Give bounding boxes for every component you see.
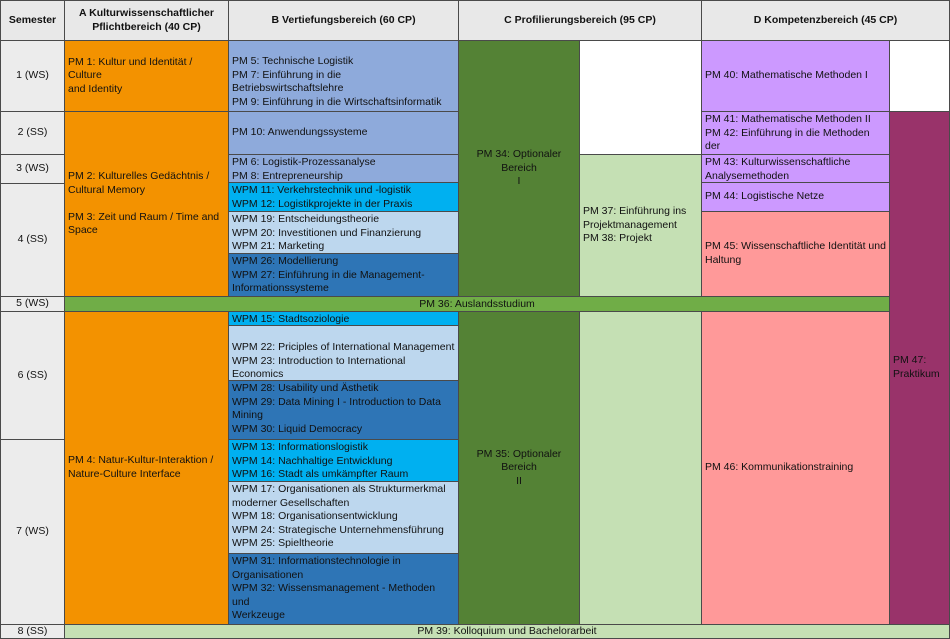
module-pm46: [701, 311, 890, 625]
module-pm2-line-2: Cultural Memory: [68, 183, 146, 196]
module-wpm22: WPM 22: Priciples of International Management: [232, 341, 455, 353]
module-pm40-line: PM 40: Mathematische Methoden I: [705, 69, 868, 82]
module-wpm31-line-1: WPM 31: Informationstechnologie in: [232, 555, 401, 567]
module-wpm15: [228, 311, 459, 326]
module-wpm27-line-2: Informationssysteme: [232, 282, 329, 295]
module-pm45-line-1: PM 45: Wissenschaftliche Identität und: [705, 240, 886, 253]
module-pm41: PM 41: Mathematische Methoden II: [705, 113, 871, 125]
module-wpm17-line-2: moderner Gesellschaften: [232, 496, 350, 509]
module-pm37-line-2: Projektmanagement: [583, 218, 677, 231]
module-pm45: [701, 211, 890, 297]
semester-8: 8 (SS): [0, 624, 65, 639]
module-pm38: PM 38: Projekt: [583, 232, 652, 245]
semester-1: 1 (WS): [0, 40, 65, 112]
header-a-line-2: Pflichtbereich (40 CP): [92, 20, 201, 33]
header-a-line-1: A Kulturwissenschaftlicher: [79, 6, 214, 19]
module-pm10: [228, 111, 459, 155]
module-wpm11: WPM 11: Verkehrstechnik und -logistik: [232, 184, 411, 196]
module-pm37-line-1: PM 37: Einführung ins: [583, 205, 687, 218]
semester-7: 7 (WS): [0, 439, 65, 625]
module-pm44: [701, 182, 890, 212]
semester-4: 4 (SS): [0, 183, 65, 297]
module-wpm14: WPM 14: Nachhaltige Entwicklung: [232, 454, 393, 467]
module-wpm26: WPM 26: Modellierung: [232, 255, 339, 267]
module-wpm28-30: [228, 380, 459, 440]
module-pm43-line-1: PM 43: Kulturwissenschaftliche: [705, 156, 851, 168]
empty-cell-d1: [889, 40, 950, 112]
module-wpm18: WPM 18: Organisationsentwicklung: [232, 510, 398, 523]
module-b-sem1: [228, 40, 459, 112]
module-pm4-line-1: PM 4: Natur-Kultur-Interaktion /: [68, 454, 214, 467]
module-gap: [68, 198, 225, 211]
module-pm46-line: PM 46: Kommunikationstraining: [705, 461, 854, 474]
module-wpm28: WPM 28: Usability und Ästhetik: [232, 382, 379, 394]
module-pm44-line: PM 44: Logistische Netze: [705, 190, 825, 203]
header-c: C Profilierungsbereich (95 CP): [458, 0, 702, 41]
module-wpm26-27: [228, 253, 459, 297]
empty-cell-c1: [579, 40, 702, 155]
module-wpm22-23: [228, 325, 459, 381]
semester-3: 3 (WS): [0, 154, 65, 184]
module-wpm24: WPM 24: Strategische Unternehmensführung: [232, 523, 444, 536]
module-b-sem3: [228, 154, 459, 183]
module-wpm15-line: WPM 15: Stadtsoziologie: [232, 313, 350, 325]
module-pm3-line-2: Space: [68, 224, 98, 237]
semester-2: 2 (SS): [0, 111, 65, 155]
module-pm47-line-2: Praktikum: [893, 368, 940, 380]
header-semester: Semester: [0, 0, 65, 41]
header-d: D Kompetenzbereich (45 CP): [701, 0, 950, 41]
module-wpm13-16: [228, 439, 459, 482]
module-wpm11-12: [228, 182, 459, 212]
module-wpm13: WPM 13: Informationslogistik: [232, 441, 368, 453]
module-pm34-line-1: PM 34: Optionaler Bereich: [476, 148, 562, 174]
module-pm2-pm3: [64, 111, 229, 297]
module-pm1: [64, 40, 229, 112]
module-pm37-38: [579, 154, 702, 297]
module-wpm16: WPM 16: Stadt als umkämpfter Raum: [232, 468, 409, 481]
module-pm10-line: PM 10: Anwendungssysteme: [232, 126, 368, 139]
module-pm8: PM 8: Entrepreneurship: [232, 169, 343, 182]
module-wpm19-21: [228, 211, 459, 254]
module-pm43-line-2: Analysemethoden: [705, 169, 790, 182]
module-wpm17-25: [228, 481, 459, 554]
module-pm9: PM 9: Einführung in die Wirtschaftsinformatik: [232, 95, 442, 108]
module-c-green-lower: [579, 311, 702, 625]
header-a: [64, 0, 229, 41]
module-pm40: [701, 40, 890, 112]
module-pm36: PM 36: Auslandsstudium: [64, 296, 890, 312]
module-wpm31-33: [228, 553, 459, 625]
module-pm42-line-1: PM 42: Einführung in die Methoden der: [705, 126, 870, 153]
module-wpm27-line-1: WPM 27: Einführung in die Management-: [232, 268, 425, 281]
module-wpm30: WPM 30: Liquid Democracy: [232, 422, 363, 435]
module-pm4: [64, 311, 229, 625]
module-pm5: PM 5: Technische Logistik: [232, 55, 354, 67]
module-pm4-line-2: Nature-Culture Interface: [68, 468, 181, 480]
module-pm3-line-1: PM 3: Zeit und Raum / Time and: [68, 210, 220, 223]
module-pm35-line-1: PM 35: Optionaler Bereich: [476, 447, 562, 474]
module-pm1-line-2: and Identity: [68, 82, 123, 95]
module-pm35-line-2: II: [516, 474, 522, 487]
module-wpm20: WPM 20: Investitionen und Finanzierung: [232, 226, 422, 239]
module-wpm29-line-2: Mining: [232, 409, 263, 422]
semester-6: 6 (SS): [0, 311, 65, 440]
module-pm6: PM 6: Logistik-Prozessanalyse: [232, 156, 376, 168]
module-pm7: PM 7: Einführung in die Betriebswirtschaftslehre: [232, 68, 344, 95]
module-pm43: [701, 154, 890, 183]
module-wpm21: WPM 21: Marketing: [232, 240, 325, 253]
module-wpm32-line-1: WPM 32: Wissensmanagement - Methoden und: [232, 582, 436, 608]
module-wpm19: WPM 19: Entscheidungstheorie: [232, 213, 380, 225]
module-pm47: [889, 111, 950, 625]
module-wpm17-line-1: WPM 17: Organisationen als Strukturmerkmal: [232, 483, 446, 495]
module-wpm32-line-2: Werkzeuge: [232, 609, 285, 622]
header-b: B Vertiefungsbereich (60 CP): [228, 0, 459, 41]
module-wpm23: WPM 23: Introduction to International Economics: [232, 354, 406, 381]
module-pm34: [458, 40, 580, 297]
semester-5: 5 (WS): [0, 296, 65, 312]
module-pm34-line-2: I: [517, 175, 521, 188]
module-pm41-42: [701, 111, 890, 155]
module-pm47-line-1: PM 47:: [893, 354, 927, 367]
module-wpm31-line-2: Organisationen: [232, 568, 304, 581]
module-wpm12: WPM 12: Logistikprojekte in der Praxis: [232, 197, 413, 210]
module-pm45-line-2: Haltung: [705, 254, 742, 266]
module-pm1-line-1: PM 1: Kultur und Identität / Culture: [68, 55, 193, 82]
module-wpm29-line-1: WPM 29: Data Mining I - Introduction to Data: [232, 395, 441, 408]
module-pm35: [458, 311, 580, 625]
module-pm39: PM 39: Kolloquium und Bachelorarbeit: [64, 624, 950, 639]
module-wpm25: WPM 25: Spieltheorie: [232, 537, 334, 550]
module-pm2-line-1: PM 2: Kulturelles Gedächtnis /: [68, 170, 210, 183]
